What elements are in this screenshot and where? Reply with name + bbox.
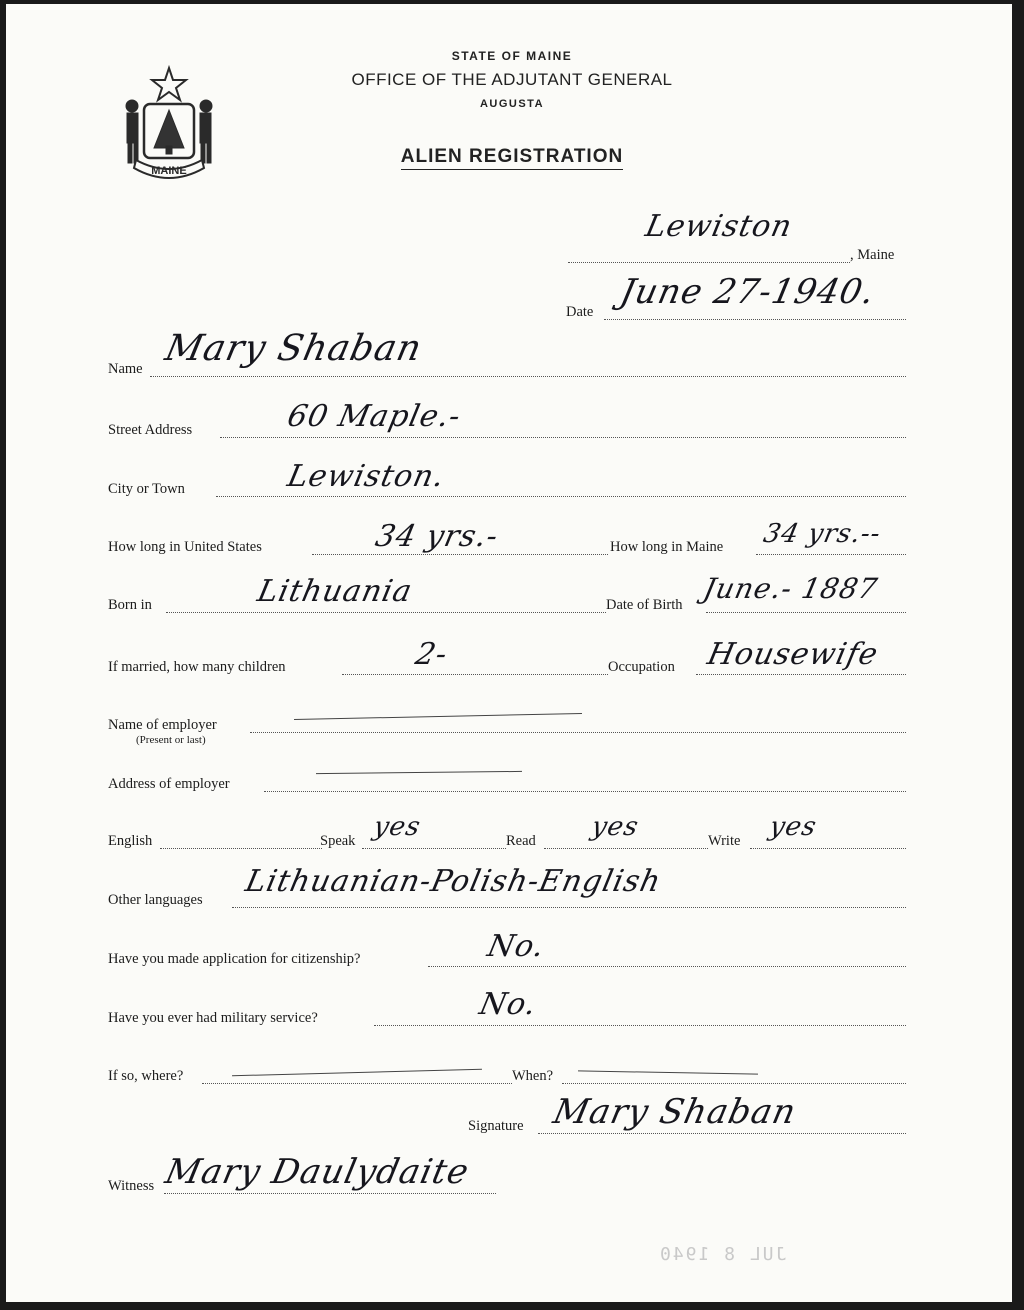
employer-line — [250, 732, 906, 733]
name-line — [150, 376, 906, 377]
header-city: AUGUSTA — [479, 98, 545, 110]
read-line — [544, 848, 708, 849]
signature-line — [538, 1133, 906, 1134]
children-value: 2- — [412, 637, 451, 672]
city-label: City or Town — [108, 481, 185, 497]
when-line — [562, 1083, 906, 1084]
registration-form — [6, 4, 1012, 1302]
born-label: Born in — [108, 597, 152, 613]
write-line — [750, 848, 906, 849]
name-label: Name — [108, 361, 143, 377]
street-label: Street Address — [108, 422, 193, 438]
citizenship-label: Have you made application for citizenship? — [108, 951, 361, 967]
witness-value: Mary Daulydaite — [161, 1152, 473, 1192]
occupation-line — [696, 674, 906, 675]
when-label: When? — [512, 1068, 554, 1084]
witness-label: Witness — [108, 1178, 155, 1194]
received-stamp: JUL 8 1940 — [658, 1244, 787, 1265]
when-strike — [578, 1070, 758, 1074]
us-years-value: 34 yrs.- — [372, 519, 502, 554]
place-value: Lewiston — [642, 209, 796, 244]
birth-date-value: June.- 1887 — [700, 572, 881, 605]
write-value: yes — [766, 812, 820, 842]
children-line — [342, 674, 608, 675]
birth-date-label: Date of Birth — [606, 597, 683, 613]
military-value: No. — [476, 987, 541, 1022]
employer-label: Name of employer — [108, 717, 217, 733]
header-state: STATE OF MAINE — [451, 49, 573, 63]
citizenship-value: No. — [484, 929, 549, 964]
citizenship-line — [428, 966, 906, 967]
place-label: , Maine — [850, 247, 895, 263]
military-line — [374, 1025, 906, 1026]
name-value: Mary Shaban — [161, 328, 426, 369]
read-value: yes — [588, 812, 642, 842]
us-years-line — [312, 554, 608, 555]
date-value: June 27-1940. — [616, 272, 879, 312]
witness-line — [164, 1193, 496, 1194]
employer-strike — [294, 713, 582, 720]
place-line — [568, 262, 850, 263]
city-value: Lewiston. — [284, 459, 449, 494]
where-strike — [232, 1069, 482, 1077]
employer-address-label: Address of employer — [108, 776, 230, 792]
children-label: If married, how many children — [108, 659, 286, 675]
born-line — [166, 612, 606, 613]
occupation-value: Housewife — [704, 637, 882, 672]
date-label: Date — [566, 304, 594, 320]
maine-years-label: How long in Maine — [610, 539, 724, 555]
street-line — [220, 437, 906, 438]
born-value: Lithuania — [254, 574, 416, 609]
occupation-label: Occupation — [608, 659, 675, 675]
maine-years-value: 34 yrs.-- — [760, 519, 884, 549]
speak-label: Speak — [320, 833, 356, 849]
birth-date-line — [706, 612, 906, 613]
where-label: If so, where? — [108, 1068, 184, 1084]
us-years-label: How long in United States — [108, 539, 262, 555]
read-label: Read — [506, 833, 536, 849]
employer-address-strike — [316, 771, 522, 774]
speak-line — [362, 848, 506, 849]
date-line — [604, 319, 906, 320]
city-line — [216, 496, 906, 497]
english-label: English — [108, 833, 153, 849]
signature-label: Signature — [468, 1118, 524, 1134]
employer-sublabel: (Present or last) — [136, 734, 206, 746]
speak-value: yes — [370, 812, 424, 842]
seal-motto: MAINE — [151, 165, 187, 177]
employer-address-line — [264, 791, 906, 792]
header-office: OFFICE OF THE ADJUTANT GENERAL — [351, 70, 673, 89]
street-value: 60 Maple.- — [284, 399, 465, 434]
languages-value: Lithuanian-Polish-English — [242, 864, 665, 899]
where-line — [202, 1083, 512, 1084]
languages-label: Other languages — [108, 892, 203, 908]
signature-value: Mary Shaban — [549, 1092, 801, 1132]
languages-line — [232, 907, 906, 908]
form-title: ALIEN REGISTRATION — [0, 146, 1024, 168]
english-line — [160, 848, 322, 849]
write-label: Write — [708, 833, 741, 849]
maine-years-line — [756, 554, 906, 555]
military-label: Have you ever had military service? — [108, 1010, 318, 1026]
